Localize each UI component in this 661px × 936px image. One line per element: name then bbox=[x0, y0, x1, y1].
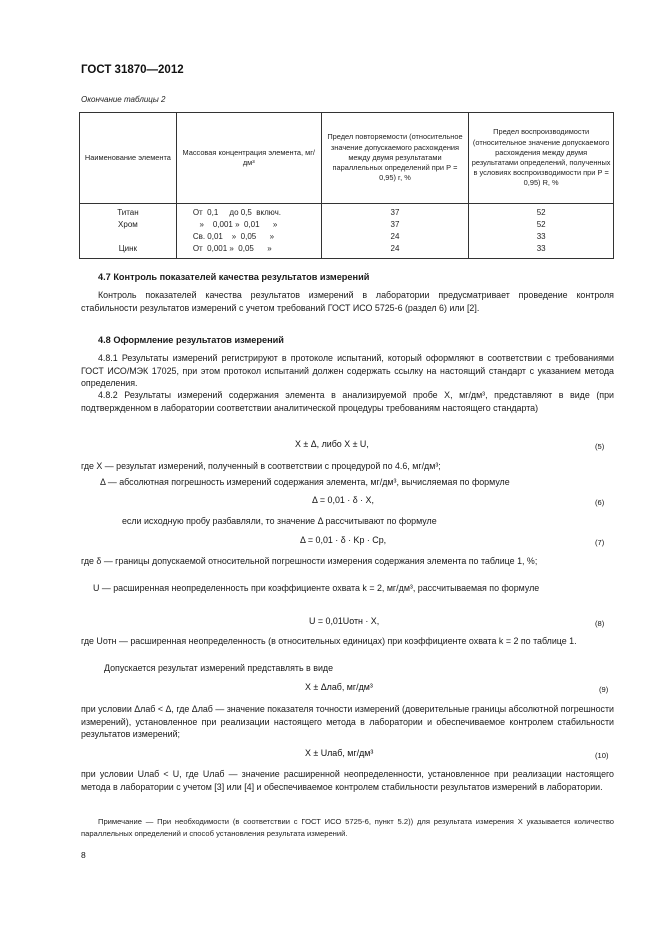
cell-element bbox=[82, 231, 174, 243]
formula-8-number: (8) bbox=[595, 619, 605, 628]
cell-R-values bbox=[469, 204, 614, 259]
formula-8: U = 0,01Uотн · X, bbox=[309, 616, 380, 626]
cell-r: 24 bbox=[390, 232, 400, 241]
document-header: ГОСТ 31870—2012 bbox=[81, 64, 184, 76]
formula-10-number: (10) bbox=[595, 751, 609, 760]
cell-element: Хром bbox=[118, 220, 138, 229]
table-header-row bbox=[80, 113, 614, 204]
diluted-note: если исходную пробу разбавляли, то значение Δ рассчитывают по формуле bbox=[122, 516, 437, 526]
formula-5-number: (5) bbox=[595, 442, 605, 451]
cell-R: 52 bbox=[536, 208, 546, 217]
allowed-form: Допускается результат измерений представлять в виде bbox=[104, 663, 334, 673]
cell-r: 37 bbox=[390, 208, 400, 217]
col-header-reproducibility: Предел воспроизводимости (относительное значение допускаемого расхождения между двумя результатами определений, полученных в условиях воспроизводимости при Р = 0,95) R, % bbox=[469, 113, 614, 204]
definition-u-otn: где Uотн — расширенная неопределенность (в относительных единицах) при коэффициенте охвата k = 2 по таблице 1. bbox=[81, 636, 577, 646]
paragraph-4-8-2: 4.8.2 Результаты измерений содержания элемента в анализируемой пробе X, мг/дм³, представляют в виде (при подтвержденном в лаборатории соответствии аналитической процедуры требованиям настоящего стандарта) bbox=[81, 390, 614, 413]
cell-r: 24 bbox=[390, 244, 400, 253]
cell-range: От 0,1 до 0,5 включ. bbox=[192, 208, 282, 217]
limits-table bbox=[79, 112, 614, 259]
section-4-7-paragraph: Контроль показателей качества результатов измерений в лаборатории предусматривает проведение контроля стабильности результатов измерений с учетом требований ГОСТ ИСО 5725-6 (раздел 6) или [2]. bbox=[81, 290, 614, 313]
cell-element: Титан bbox=[117, 208, 139, 217]
condition-10: при условии Uлаб < U, где Uлаб — значение расширенной неопределенности, установленное при реализации настоящего метода в лаборатории с учетом [3] или [4] и обеспечиваемое контролем стабильности результатов измерений в лаборатории. bbox=[81, 769, 614, 792]
definition-u: U — расширенная неопределенность при коэффициенте охвата k = 2, мг/дм³, рассчитываемая по формуле bbox=[93, 583, 540, 593]
col-header-repeatability: Предел повторяемости (относительное значение допускаемого расхождения между двумя результатами параллельных определений при Р = 0,95) r, % bbox=[321, 113, 469, 204]
cell-range: » 0,001 » 0,01 » bbox=[192, 220, 278, 229]
cell-R: 52 bbox=[536, 220, 546, 229]
col-header-concentration: Массовая концентрация элемента, мг/дм³ bbox=[176, 113, 321, 204]
footnote: Примечание — При необходимости (в соответствии с ГОСТ ИСО 5725-6, пункт 5.2)) для результата измерения X указывается количество параллельных определений и способ установления результата измерений. bbox=[81, 817, 614, 838]
section-4-8-heading: 4.8 Оформление результатов измерений bbox=[98, 335, 284, 345]
cell-R: 33 bbox=[536, 244, 546, 253]
cell-r-values bbox=[321, 204, 469, 259]
cell-elements bbox=[80, 204, 177, 259]
cell-R: 33 bbox=[536, 232, 546, 241]
formula-5: X ± Δ, либо X ± U, bbox=[295, 439, 369, 449]
cell-r: 37 bbox=[390, 220, 400, 229]
formula-6: Δ = 0,01 · δ · X, bbox=[312, 495, 374, 505]
formula-7: Δ = 0,01 · δ · Kр · Cр, bbox=[300, 535, 387, 545]
formula-6-number: (6) bbox=[595, 498, 605, 507]
formula-9-number: (9) bbox=[599, 685, 609, 694]
cell-ranges bbox=[176, 204, 321, 259]
definition-small-delta: где δ — границы допускаемой относительной погрешности измерения содержания элемента по таблице 1, %; bbox=[81, 556, 538, 566]
section-4-7-heading: 4.7 Контроль показателей качества результатов измерений bbox=[98, 272, 370, 282]
cell-element: Цинк bbox=[118, 244, 138, 253]
formula-9: X ± Δлаб, мг/дм³ bbox=[305, 682, 373, 692]
table-caption: Окончание таблицы 2 bbox=[81, 95, 166, 104]
page-number: 8 bbox=[81, 850, 86, 860]
cell-range: Св. 0,01 » 0,05 » bbox=[192, 232, 275, 241]
definition-x: где X — результат измерений, полученный в соответствии с процедурой по 4.6, мг/дм³; bbox=[81, 461, 441, 471]
definition-delta: Δ — абсолютная погрешность измерений содержания элемента, мг/дм³, вычисляемая по формуле bbox=[100, 477, 510, 487]
formula-10: X ± Uлаб, мг/дм³ bbox=[305, 748, 374, 758]
table-row bbox=[80, 204, 614, 259]
col-header-element: Наименование элемента bbox=[80, 113, 177, 204]
paragraph-4-8-1: 4.8.1 Результаты измерений регистрируют в протоколе испытаний, который оформляют в соответствии с требованиями ГОСТ ИСО/МЭК 17025, при этом протокол испытаний должен содержать ссылку на настоящий стандарт с указанием метода определения. bbox=[81, 353, 614, 389]
cell-range: От 0,001 » 0,05 » bbox=[192, 244, 272, 253]
condition-9: при условии Δлаб < Δ, где Δлаб — значение показателя точности измерений (доверительные границы абсолютной погрешности измерений), установленное при реализации настоящего метода в лаборатории и обеспечиваемое контролем стабильности результатов измерений; bbox=[81, 704, 614, 740]
formula-7-number: (7) bbox=[595, 538, 605, 547]
